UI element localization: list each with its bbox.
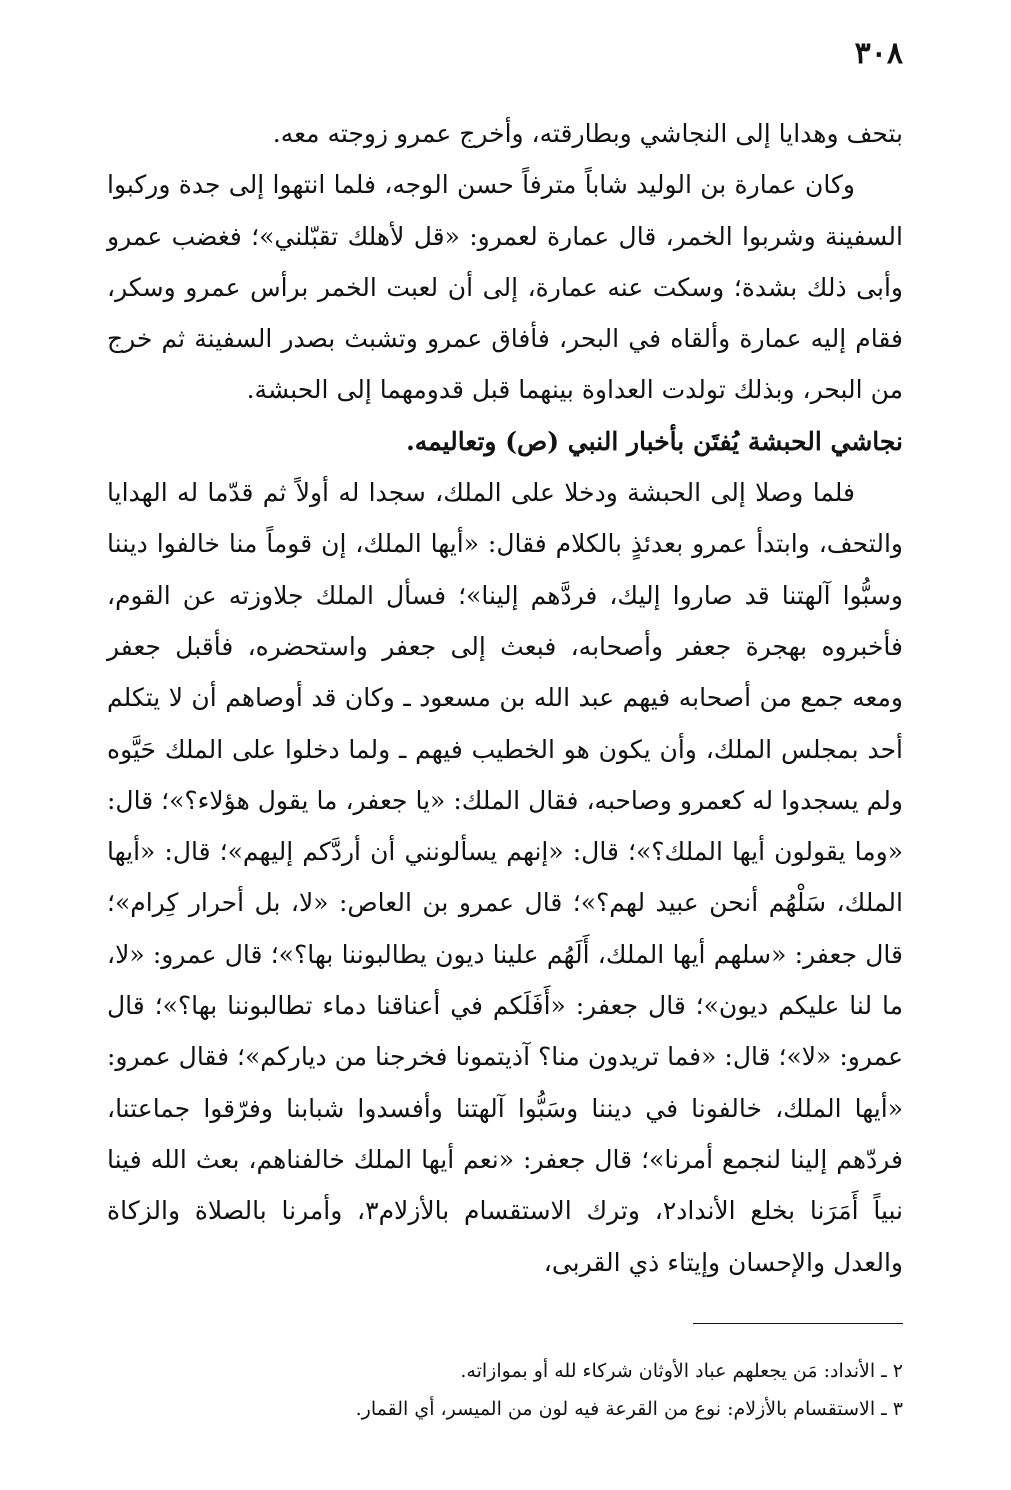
footnote-separator (693, 1323, 903, 1324)
body-text (107, 108, 903, 1288)
section-heading: نجاشي الحبشة يُفتَن بأخبار النبي (ص) وتعاليمه. (406, 426, 903, 456)
paragraph-continuation: بتحف وهدايا إلى النجاشي وبطارقته، وأخرج عمرو زوجته معه. (272, 119, 903, 148)
paragraph-najashi: فلما وصلا إلى الحبشة ودخلا على الملك، سجدا له أولاً ثم قدّما له الهدايا والتحف، وابتدأ عمرو بعدئذٍ بالكلام فقال: «أيها الملك، إن قوماً منا خالفوا ديننا وسبُّوا آلهتنا قد صاروا إليك، فردَّهم إلينا»؛ فسأل الملك جلاوزته عن القوم، فأخبروه بهجرة جعفر وأصحابه، فبعث إلى جعفر واستحضره، فأقبل جعفر ومعه جمع من أصحابه فيهم عبد الله بن مسعود ـ وكان قد أوصاهم أن لا يتكلم أحد بمجلس الملك، وأن يكون هو الخطيب فيهم ـ ولما دخلوا على الملك حَيَّوه ولم يسجدوا له كعمرو وصاحبه، فقال الملك: «يا جعفر، ما يقول هؤلاء؟»؛ قال: «وما يقولون أيها الملك؟»؛ قال: «إنهم يسألونني أن أردَّكم إليهم»؛ قال: «أيها الملك، سَلْهُم أنحن عبيد لهم؟»؛ قال عمرو بن العاص: «لا، بل أحرار كِرام»؛ قال جعفر: «سلهم أيها الملك، أَلَهُم علينا ديون يطالبوننا بها؟»؛ قال عمرو: «لا، ما لنا عليكم ديون»؛ قال جعفر: «أَفَلَكم في أعناقنا دماء تطالبوننا بها؟»؛ قال عمرو: «لا»؛ قال: «فما تريدون منا؟ آذيتمونا فخرجنا من دياركم»؛ فقال عمرو: «أيها الملك، خالفونا في ديننا وسَبُّوا آلهتنا وأفسدوا شبابنا وفرّقوا جماعتنا، فردّهم إلينا لنجمع أمرنا»؛ قال جعفر: «نعم أيها الملك خالفناهم، بعث الله فينا نبياً أَمَرَنا بخلع الأنداد٢، وترك الاستقسام بالأزلام٣، وأمرنا بالصلاة والزكاة والعدل والإحسان وإيتاء ذي القربى، (107, 478, 904, 1277)
paragraph-umara: وكان عمارة بن الوليد شاباً مترفاً حسن الوجه، فلما انتهوا إلى جدة وركبوا السفينة وشربوا الخمر، قال عمارة لعمرو: «قل لأهلك تقبّلني»؛ فغضب عمرو وأبى ذلك بشدة؛ وسكت عنه عمارة، إلى أن لعبت الخمر برأس عمرو وسكر، فقام إليه عمارة وألقاه في البحر، فأفاق عمرو وتشبث بصدر السفينة ثم خرج من البحر، وبذلك تولدت العداوة بينهما قبل قدومهما إلى الحبشة. (107, 170, 903, 405)
page-number: ٣٠٨ (854, 36, 903, 71)
footnote-2: ٢ ـ الأنداد: مَن يجعلهم عباد الأوثان شركاء لله أو بموازاته. (460, 1360, 903, 1382)
footnotes (107, 1352, 903, 1428)
footnote-3: ٣ ـ الاستقسام بالأزلام: نوع من القرعة فيه لون من الميسر، أي القمار. (355, 1398, 903, 1420)
